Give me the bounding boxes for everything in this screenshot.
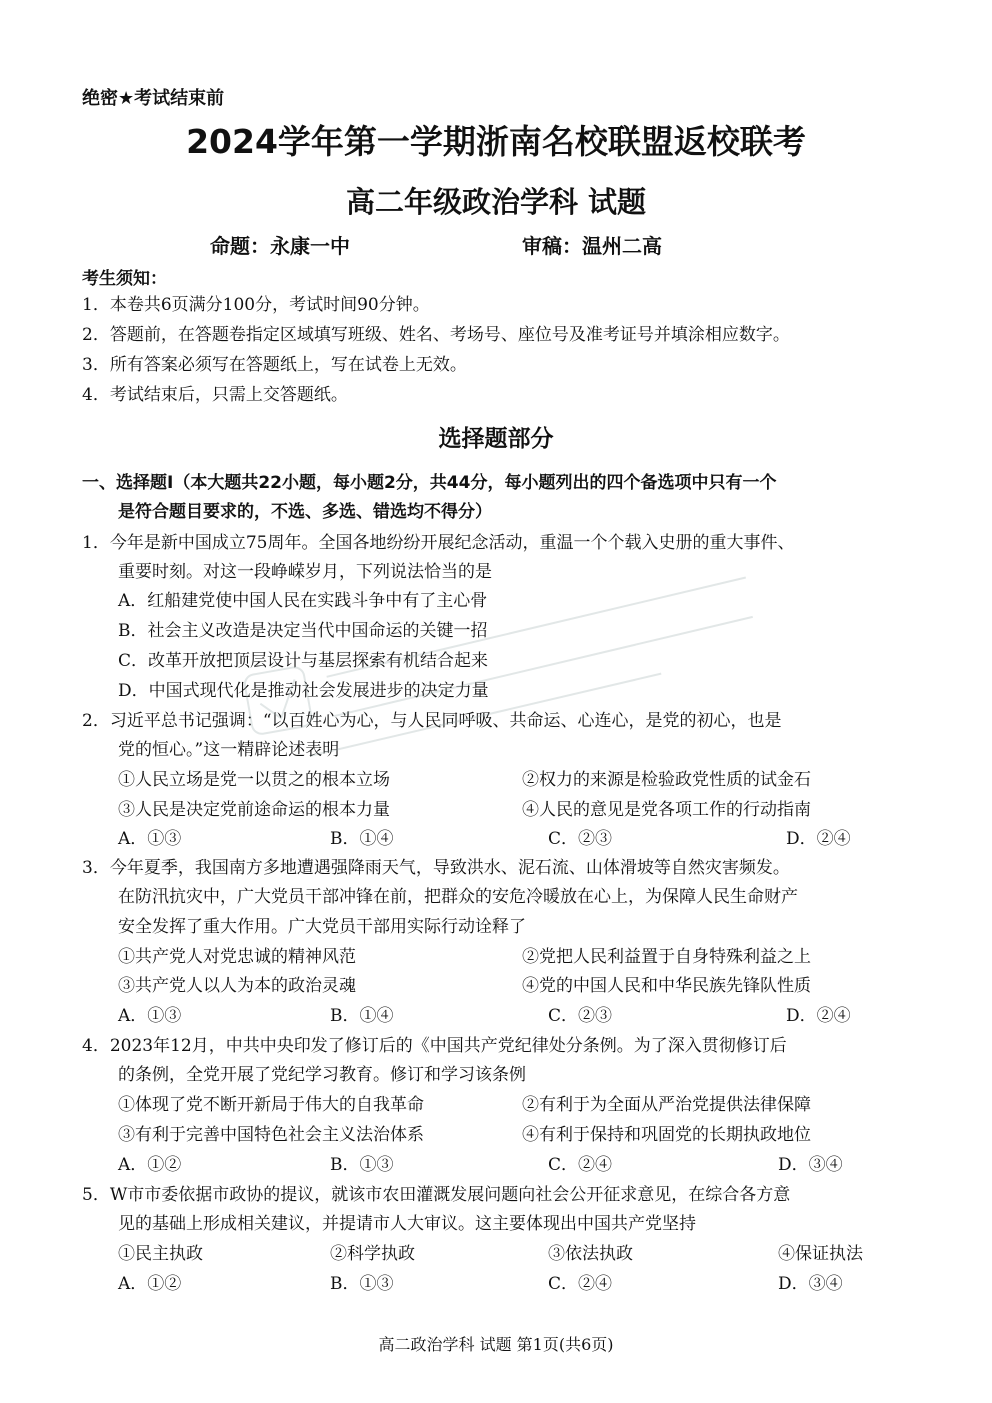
answer-choice: D．③④: [778, 1274, 843, 1294]
statement: ④党的中国人民和中华民族先锋队性质: [522, 976, 811, 996]
reviewer-credit: 审稿：温州二高: [522, 234, 662, 258]
exam-subtitle: 高二年级政治学科 试题: [345, 185, 647, 219]
exam-title: 2024学年第一学期浙南名校联盟返校联考: [186, 122, 806, 161]
answer-choice: A．①③: [118, 1006, 182, 1026]
answer-choice: C．②④: [548, 1274, 613, 1294]
statement: ①体现了党不断开新局于伟大的自我革命: [118, 1095, 424, 1115]
statement: ③依法执政: [548, 1244, 633, 1264]
confidential-label: 绝密★考试结束前: [82, 88, 225, 109]
answer-choice: D．②④: [786, 829, 851, 849]
part-heading: 一、选择题Ⅰ（本大题共22小题，每小题2分，共44分，每小题列出的四个备选项中只有一个: [82, 473, 777, 493]
part-heading-continued: 是符合题目要求的，不选、多选、错选均不得分）: [118, 502, 492, 522]
statement: ①共产党人对党忠诚的精神风范: [118, 947, 356, 967]
section-title: 选择题部分: [438, 426, 554, 452]
question-stem: 3．今年夏季，我国南方多地遭遇强降雨天气，导致洪水、泥石流、山体滑坡等自然灾害频发。: [82, 858, 790, 878]
statement: ②权力的来源是检验政党性质的试金石: [522, 770, 811, 790]
question-stem: 安全发挥了重大作用。广大党员干部用实际行动诠释了: [118, 917, 526, 937]
statement: ②党把人民利益置于自身特殊利益之上: [522, 947, 811, 967]
notice-item: 1．本卷共6页满分100分，考试时间90分钟。: [82, 295, 430, 315]
statement: ①人民立场是党一以贯之的根本立场: [118, 770, 390, 790]
statement: ①民主执政: [118, 1244, 203, 1264]
notice-item: 4．考试结束后，只需上交答题纸。: [82, 385, 348, 405]
answer-choice: A．①②: [118, 1155, 182, 1175]
question-stem: 5．W市市委依据市政协的提议，就该市农田灌溉发展问题向社会公开征求意见，在综合各方意: [82, 1185, 791, 1205]
question-option: C．改革开放把顶层设计与基层探索有机结合起来: [118, 651, 489, 671]
statement: ④人民的意见是党各项工作的行动指南: [522, 800, 811, 820]
question-stem: 在防汛抗灾中，广大党员干部冲锋在前，把群众的安危冷暖放在心上，为保障人民生命财产: [118, 887, 798, 907]
question-stem: 2．习近平总书记强调：“以百姓心为心，与人民同呼吸、共命运、心连心，是党的初心，也是: [82, 711, 782, 731]
answer-choice: B．①③: [330, 1155, 394, 1175]
question-stem: 4．2023年12月，中共中央印发了修订后的《中国共产党纪律处分条例。为了深入贯彻修订后: [82, 1036, 787, 1056]
question-option: B．社会主义改造是决定当代中国命运的关键一招: [118, 621, 488, 641]
question-stem: 重要时刻。对这一段峥嵘岁月，下列说法恰当的是: [118, 562, 492, 582]
page-footer: 高二政治学科 试题 第1页(共6页): [378, 1335, 614, 1354]
question-stem: 1．今年是新中国成立75周年。全国各地纷纷开展纪念活动，重温一个个载入史册的重大事件、: [82, 533, 795, 553]
question-stem: 的条例，全党开展了党纪学习教育。修订和学习该条例: [118, 1065, 526, 1085]
statement: ④保证执法: [778, 1244, 863, 1264]
answer-choice: B．①④: [330, 829, 394, 849]
notice-item: 2．答题前，在答题卷指定区域填写班级、姓名、考场号、座位号及准考证号并填涂相应数字。: [82, 325, 790, 345]
question-option: A．红船建党使中国人民在实践斗争中有了主心骨: [118, 591, 488, 611]
answer-choice: D．③④: [778, 1155, 843, 1175]
answer-choice: B．①④: [330, 1006, 394, 1026]
answer-choice: D．②④: [786, 1006, 851, 1026]
question-stem: 见的基础上形成相关建议，并提请市人大审议。这主要体现出中国共产党坚持: [118, 1214, 696, 1234]
answer-choice: C．②③: [548, 829, 613, 849]
statement: ④有利于保持和巩固党的长期执政地位: [522, 1125, 811, 1145]
statement: ②有利于为全面从严治党提供法律保障: [522, 1095, 811, 1115]
notice-item: 3．所有答案必须写在答题纸上，写在试卷上无效。: [82, 355, 467, 375]
statement: ③人民是决定党前途命运的根本力量: [118, 800, 390, 820]
answer-choice: C．②④: [548, 1155, 613, 1175]
statement: ③共产党人以人为本的政治灵魂: [118, 976, 356, 996]
statement: ③有利于完善中国特色社会主义法治体系: [118, 1125, 424, 1145]
notice-heading: 考生须知：: [82, 269, 167, 289]
question-stem: 党的恒心。”这一精辟论述表明: [118, 740, 340, 760]
author-credit: 命题：永康一中: [210, 234, 350, 258]
answer-choice: C．②③: [548, 1006, 613, 1026]
answer-choice: A．①②: [118, 1274, 182, 1294]
answer-choice: A．①③: [118, 829, 182, 849]
answer-choice: B．①③: [330, 1274, 394, 1294]
question-option: D．中国式现代化是推动社会发展进步的决定力量: [118, 681, 489, 701]
statement: ②科学执政: [330, 1244, 415, 1264]
